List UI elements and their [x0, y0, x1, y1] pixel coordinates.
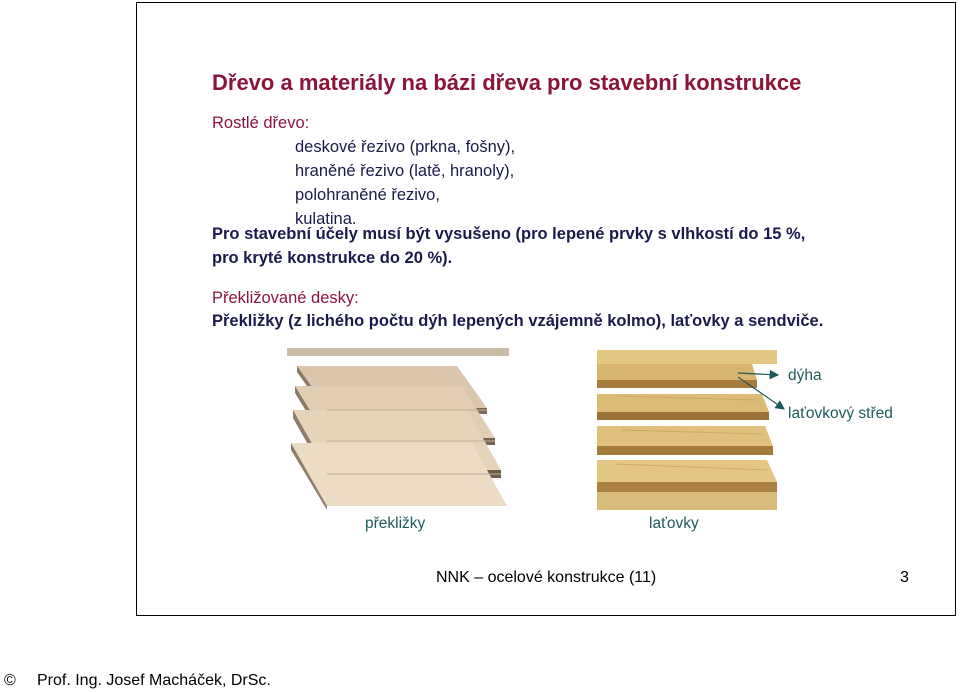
slide	[136, 2, 956, 616]
copyright-author: Prof. Ing. Josef Macháček, DrSc.	[37, 672, 271, 689]
drying-note-line1: Pro stavební účely musí být vysušeno (pro lepené prvky s vlhkostí do 15 %,	[212, 225, 806, 243]
plywood-description: Překližky (z lichého počtu dýh lepených vzájemně kolmo), laťovky a sendviče.	[212, 312, 824, 330]
blockboard-caption: laťovky	[649, 515, 699, 532]
list-item: deskové řezivo (prkna, fošny),	[295, 138, 516, 156]
label-veneer: dýha	[788, 367, 822, 384]
arrow-to-veneer	[738, 373, 778, 375]
plywood-image	[287, 348, 509, 510]
copyright-symbol: ©	[4, 672, 16, 689]
drying-note-line2: pro kryté konstrukce do 20 %).	[212, 249, 453, 267]
slide-title: Dřevo a materiály na bázi dřeva pro stavební konstrukce	[212, 70, 802, 95]
footer-course: NNK – ocelové konstrukce (11)	[436, 569, 657, 586]
arrow-to-core	[738, 377, 784, 409]
plywood-caption: překližky	[365, 515, 426, 532]
list-item: polohraněné řezivo,	[295, 186, 440, 204]
list-item: hraněné řezivo (latě, hranoly),	[295, 162, 515, 180]
list-item: kulatina.	[295, 210, 357, 228]
page-number: 3	[900, 569, 909, 586]
label-core: laťovkový střed	[788, 405, 893, 422]
section-heading-plywood: Překližované desky:	[212, 289, 359, 307]
section-heading-solid-wood: Rostlé dřevo:	[212, 114, 310, 132]
